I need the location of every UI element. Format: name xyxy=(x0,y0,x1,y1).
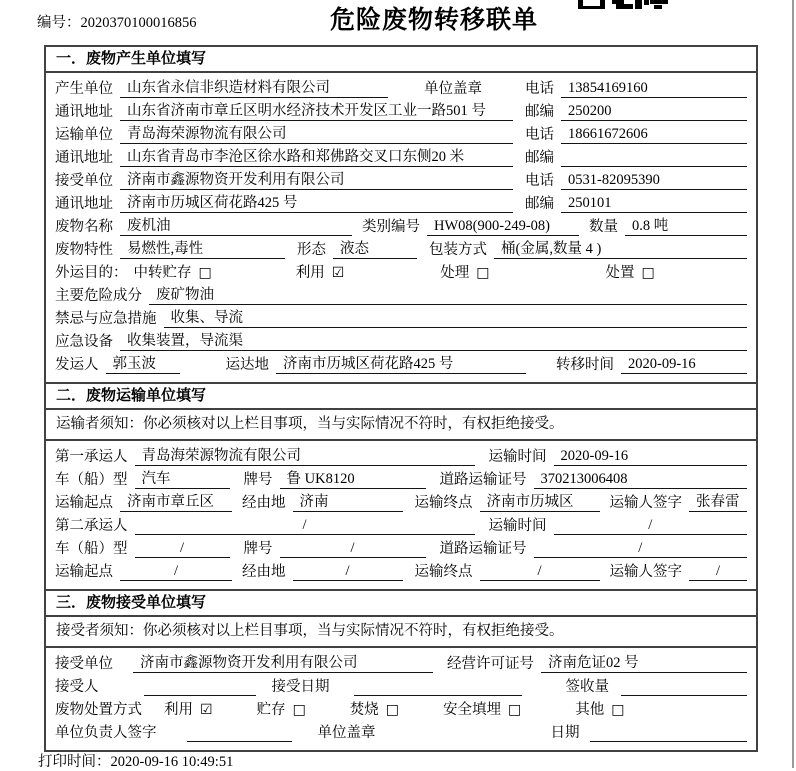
address-label: 通讯地址 xyxy=(55,104,113,120)
transport-time-label: 运输时间 xyxy=(488,449,547,465)
transfer-time-value: 2020-09-16 xyxy=(621,355,747,374)
form-row-producer-address xyxy=(46,98,756,121)
transporter-label: 运输单位 xyxy=(55,127,113,143)
phone-group xyxy=(525,171,747,190)
zip-label: 邮编 xyxy=(525,104,554,120)
accept-unit-label: 接受单位 xyxy=(55,656,113,672)
receiver-notice: 接受者须知：你必须核对以上栏目事项，当与实际情况不符时，有权拒绝接受。 xyxy=(46,617,756,648)
carrier2-value: / xyxy=(135,516,475,535)
origin-label: 运输起点 xyxy=(55,564,113,580)
form-row-route1 xyxy=(46,489,756,512)
zip-group xyxy=(525,194,747,213)
phone-group xyxy=(525,79,747,98)
end-label: 运输终点 xyxy=(414,495,473,511)
quantity-label: 数量 xyxy=(589,219,618,235)
road-license-label: 道路运输证号 xyxy=(439,541,527,557)
date-label: 日期 xyxy=(550,725,580,741)
checkbox-icon: □ xyxy=(508,702,522,718)
checkbox-icon: □ xyxy=(198,265,212,281)
received-qty-value xyxy=(621,678,747,696)
road-license-value: / xyxy=(534,539,748,558)
receiver-value: 济南市鑫源物资开发利用有限公司 xyxy=(120,171,513,190)
checkbox-icon: □ xyxy=(476,265,490,281)
via-label: 经由地 xyxy=(242,564,286,580)
form-row-acceptor xyxy=(46,673,756,696)
address-label: 通讯地址 xyxy=(55,196,113,212)
emergency-equipment-value: 收集装置，导流渠 xyxy=(120,332,747,351)
emergency-equipment-label: 应急设备 xyxy=(55,334,113,350)
transporter-notice: 运输者须知：你必须核对以上栏目事项，当与实际情况不符时，有权拒绝接受。 xyxy=(46,410,756,441)
permit-number-value: 济南危证02 号 xyxy=(541,654,747,673)
form-row-waste-name xyxy=(46,213,756,236)
address-label: 通讯地址 xyxy=(55,150,113,166)
transporter-sign-value: 张春雷 xyxy=(689,493,747,512)
unit-seal-label: 单位盖章 xyxy=(424,81,482,97)
vehicle-type-value: 汽车 xyxy=(135,470,230,489)
form-serial xyxy=(37,11,197,32)
serial-label: 编号： xyxy=(37,15,81,31)
option-label: 其他 xyxy=(575,702,605,718)
option-label: 焚烧 xyxy=(349,702,379,718)
accept-unit-value: 济南市鑫源物资开发利用有限公司 xyxy=(133,654,433,673)
phone-value: 0531-82095390 xyxy=(561,171,747,190)
origin-value: / xyxy=(120,562,232,581)
hazard-component-label: 主要危险成分 xyxy=(55,288,142,304)
phone-value: 18661672606 xyxy=(561,125,747,144)
print-time-label: 打印时间： xyxy=(38,754,111,770)
quantity-value: 0.8 吨 xyxy=(625,217,747,236)
form-row-vehicle1 xyxy=(46,466,756,489)
disposal-method-label: 废物处置方式 xyxy=(55,702,142,718)
vehicle-type-label: 车（船）型 xyxy=(55,541,128,557)
physical-form-label: 形态 xyxy=(297,242,326,258)
receiver-label: 接受单位 xyxy=(55,173,113,189)
section3-header: 三．废物接受单位填写 xyxy=(46,589,756,617)
disposal-option-utilize xyxy=(164,701,213,719)
transporter-value: 青岛海荣源物流有限公司 xyxy=(120,125,513,144)
print-time-value: 2020-09-16 10:49:51 xyxy=(110,754,234,770)
waste-character-value: 易燃性,毒性 xyxy=(120,240,285,259)
address-value: 山东省青岛市李沧区徐水路和郑佛路交叉口东侧20 米 xyxy=(120,148,513,167)
end-value: / xyxy=(480,562,600,581)
accept-date-label: 接受日期 xyxy=(271,679,330,695)
carrier1-value: 青岛海荣源物流有限公司 xyxy=(135,447,475,466)
form-row-waste-character xyxy=(46,236,756,259)
option-label: 贮存 xyxy=(256,702,286,718)
purpose-label: 外运目的： xyxy=(55,265,128,281)
form-row-disposal xyxy=(46,696,756,719)
transport-time-value: 2020-09-16 xyxy=(554,447,748,466)
permit-number-label: 经营许可证号 xyxy=(447,656,534,672)
option-label: 处置 xyxy=(605,265,635,281)
form-row-vehicle2 xyxy=(46,535,756,558)
zip-group xyxy=(525,102,747,121)
form-row-shipper xyxy=(46,351,756,374)
phone-label: 电话 xyxy=(525,81,554,97)
accept-date-value xyxy=(354,678,522,696)
plate-value: 鲁 UK8120 xyxy=(280,470,426,489)
waste-name-value: 废机油 xyxy=(120,217,352,236)
page-title: 危险废物转移联单 xyxy=(330,6,539,34)
plate-label: 牌号 xyxy=(243,541,273,557)
section3-body xyxy=(46,648,756,750)
manager-sign-label: 单位负责人签字 xyxy=(55,725,157,741)
phone-value: 13854169160 xyxy=(561,79,747,98)
checkbox-icon: □ xyxy=(385,702,400,718)
zip-label: 邮编 xyxy=(525,150,554,166)
form-row-carrier1 xyxy=(46,443,756,466)
checkbox-icon: □ xyxy=(641,265,655,281)
purpose-option-utilize xyxy=(296,264,345,282)
phone-label: 电话 xyxy=(525,127,554,143)
origin-label: 运输起点 xyxy=(55,495,113,511)
via-value: / xyxy=(293,562,403,581)
date-value xyxy=(590,724,748,742)
acceptor-label: 接受人 xyxy=(55,679,99,695)
transporter-sign-label: 运输人签字 xyxy=(609,564,682,580)
producer-unit-label: 产生单位 xyxy=(55,81,113,97)
transporter-sign-label: 运输人签字 xyxy=(609,495,682,511)
destination-label: 运达地 xyxy=(225,357,269,373)
destination-value: 济南市历城区荷花路425 号 xyxy=(276,355,526,374)
disposal-option-landfill xyxy=(443,701,521,719)
category-code-label: 类别编号 xyxy=(362,219,420,235)
option-label: 中转贮存 xyxy=(133,265,192,281)
carrier1-label: 第一承运人 xyxy=(55,449,128,465)
zip-value: 250200 xyxy=(561,102,747,121)
page-header xyxy=(0,0,796,44)
phone-label: 电话 xyxy=(525,173,554,189)
purpose-option-treat xyxy=(440,264,489,282)
form-row-manager-sign xyxy=(46,719,756,742)
plate-label: 牌号 xyxy=(243,472,273,488)
carrier2-label: 第二承运人 xyxy=(55,518,128,534)
form-row-accept-unit xyxy=(46,650,756,673)
checkbox-icon: ☑ xyxy=(200,702,213,718)
form-row-carrier2 xyxy=(46,512,756,535)
address-value: 济南市历城区荷花路425 号 xyxy=(120,194,513,213)
end-label: 运输终点 xyxy=(414,564,473,580)
hazard-component-value: 废矿物油 xyxy=(149,286,747,305)
emergency-measures-value: 收集、导流 xyxy=(164,309,748,328)
manager-sign-value xyxy=(187,724,292,742)
vehicle-type-label: 车（船）型 xyxy=(55,472,128,488)
serial-value: 2020370100016856 xyxy=(80,15,197,31)
plate-value: / xyxy=(280,539,426,558)
packaging-value: 桶(金属,数量 4 ) xyxy=(494,240,747,259)
section2-header: 二．废物运输单位填写 xyxy=(46,382,756,410)
form-row-equipment xyxy=(46,328,756,351)
option-label: 利用 xyxy=(295,265,325,281)
zip-value: 250101 xyxy=(561,194,747,213)
via-label: 经由地 xyxy=(242,495,286,511)
emergency-measures-label: 禁忌与应急措施 xyxy=(55,311,157,327)
zip-group xyxy=(525,149,747,167)
received-qty-label: 签收量 xyxy=(565,679,609,695)
disposal-option-incinerate xyxy=(350,701,399,719)
shipper-label: 发运人 xyxy=(55,357,99,373)
packaging-label: 包装方式 xyxy=(429,242,487,258)
category-code-value: HW08(900-249-08) xyxy=(427,217,579,236)
form-row-purpose xyxy=(46,259,756,282)
section1-body xyxy=(46,73,756,382)
zip-value xyxy=(561,149,747,167)
form-table xyxy=(44,45,758,752)
checkbox-icon: □ xyxy=(292,702,306,718)
section1-header: 一．废物产生单位填写 xyxy=(46,47,756,73)
transfer-time-label: 转移时间 xyxy=(556,357,614,373)
form-row-receiver-address xyxy=(46,190,756,213)
page-edge-line xyxy=(792,0,794,768)
via-value: 济南 xyxy=(293,493,403,512)
vehicle-type-value: / xyxy=(135,539,230,558)
shipper-value: 郭玉波 xyxy=(106,355,180,374)
zip-label: 邮编 xyxy=(525,196,554,212)
checkbox-icon: □ xyxy=(611,702,625,718)
unit-seal-label: 单位盖章 xyxy=(317,725,376,741)
waste-name-label: 废物名称 xyxy=(55,219,113,235)
road-license-value: 370213006408 xyxy=(534,470,748,489)
form-row-route2 xyxy=(46,558,756,581)
acceptor-value xyxy=(144,678,256,696)
checkbox-icon: ☑ xyxy=(331,265,345,281)
form-row-transporter xyxy=(46,121,756,144)
form-row-emergency xyxy=(46,305,756,328)
disposal-option-storage xyxy=(257,701,306,719)
section2-body xyxy=(46,441,756,589)
disposal-option-other xyxy=(575,701,624,719)
physical-form-value: 液态 xyxy=(333,240,417,259)
transport-time-label: 运输时间 xyxy=(488,518,547,534)
option-label: 利用 xyxy=(164,702,193,718)
road-license-label: 道路运输证号 xyxy=(439,472,527,488)
waste-character-label: 废物特性 xyxy=(55,242,113,258)
end-value: 济南市历城区 xyxy=(480,493,600,512)
transport-time-value: / xyxy=(554,516,748,535)
form-row-receiver xyxy=(46,167,756,190)
form-row-transporter-address xyxy=(46,144,756,167)
purpose-option-transfer-storage xyxy=(134,264,212,282)
origin-value: 济南市章丘区 xyxy=(120,493,232,512)
option-label: 处理 xyxy=(440,265,470,281)
transporter-sign-value: / xyxy=(689,562,747,581)
form-row-producer xyxy=(46,75,756,98)
form-row-hazard xyxy=(46,282,756,305)
purpose-option-dispose xyxy=(606,264,655,282)
qr-code-fragment xyxy=(578,0,670,9)
option-label: 安全填埋 xyxy=(443,702,502,718)
phone-group xyxy=(525,125,747,144)
producer-unit-value: 山东省永信非织造材料有限公司 xyxy=(120,79,388,98)
address-value: 山东省济南市章丘区明水经济技术开发区工业一路501 号 xyxy=(120,102,513,121)
